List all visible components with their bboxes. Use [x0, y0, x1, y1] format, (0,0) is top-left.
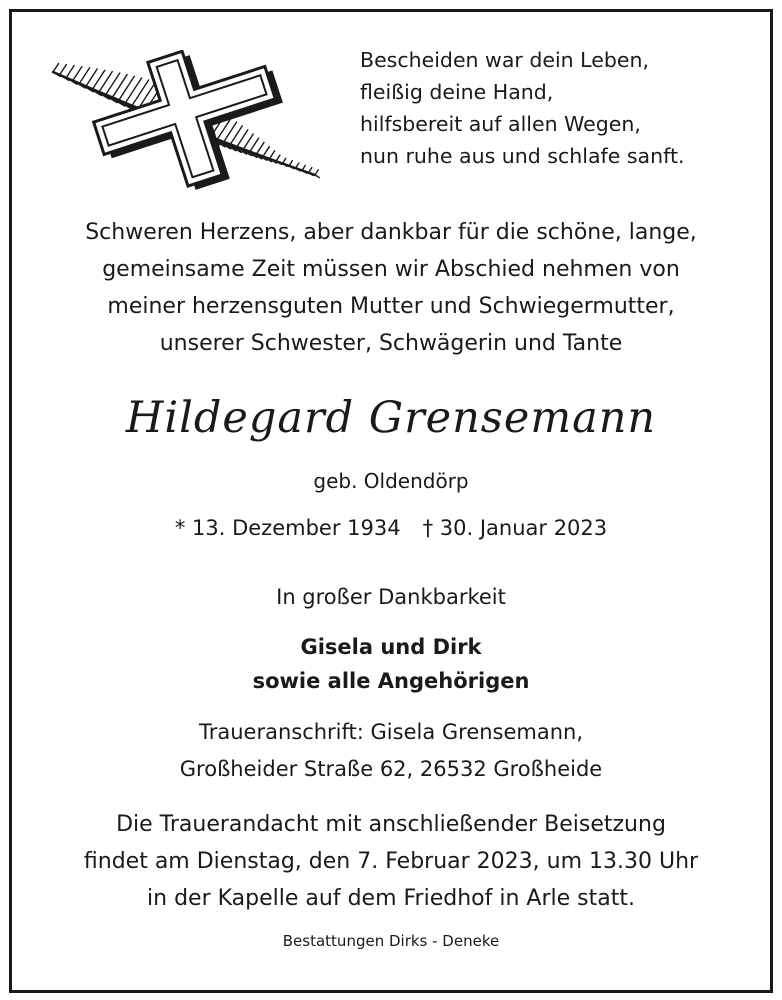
- announcement-intro: [0, 214, 782, 362]
- cross-with-palm-frond-icon: [45, 50, 325, 200]
- birth-date: * 13. Dezember 1934: [174, 516, 401, 540]
- address-line: Traueranschrift: Gisela Grensemann,: [198, 720, 584, 744]
- service-line: in der Kapelle auf dem Friedhof in Arle statt.: [147, 886, 635, 911]
- mourning-address: [0, 714, 782, 788]
- intro-line: Schweren Herzens, aber dankbar für die schöne, lange,: [85, 220, 697, 245]
- mourner-line: sowie alle Angehörigen: [252, 669, 530, 693]
- mourner-names: [0, 630, 782, 698]
- poem-line: hilfsbereit auf allen Wegen,: [360, 112, 641, 136]
- death-date: † 30. Januar 2023: [422, 516, 608, 540]
- poem-line: fleißig deine Hand,: [360, 80, 554, 104]
- funeral-service-info: [0, 806, 782, 917]
- mourner-line: Gisela und Dirk: [300, 635, 482, 659]
- service-line: findet am Dienstag, den 7. Februar 2023, um 13.30 Uhr: [83, 849, 699, 874]
- service-line: Die Trauerandacht mit anschließender Beisetzung: [116, 812, 666, 837]
- birth-name: geb. Oldendörp: [313, 469, 469, 493]
- intro-line: gemeinsame Zeit müssen wir Abschied nehmen von: [102, 257, 680, 282]
- poem-line: nun ruhe aus und schlafe sanft.: [360, 144, 685, 168]
- poem-line: Bescheiden war dein Leben,: [360, 48, 649, 72]
- gratitude-line: In großer Dankbarkeit: [276, 585, 506, 609]
- intro-line: meiner herzensguten Mutter und Schwiegermutter,: [107, 294, 675, 319]
- memorial-poem: [360, 44, 750, 172]
- address-line: Großheider Straße 62, 26532 Großheide: [179, 757, 603, 781]
- undertaker-name: Bestattungen Dirks - Deneke: [282, 932, 500, 950]
- life-dates: [0, 512, 782, 544]
- intro-line: unserer Schwester, Schwägerin und Tante: [159, 331, 623, 356]
- deceased-name: Hildegard Grensemann: [125, 393, 657, 443]
